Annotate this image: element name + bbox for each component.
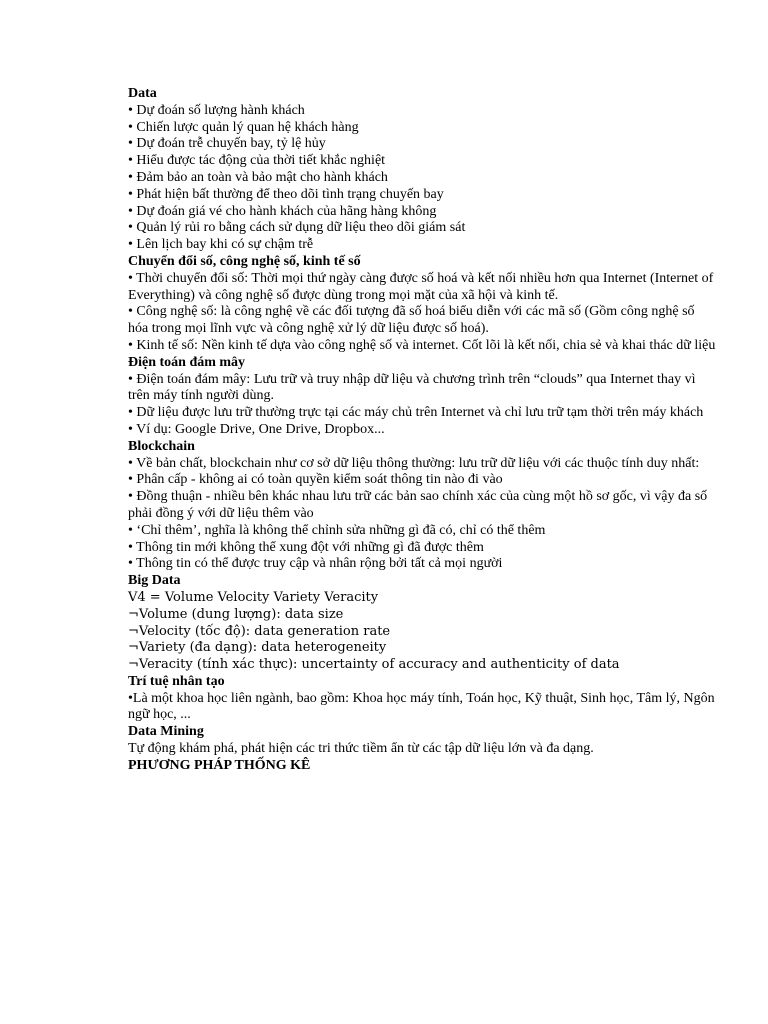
list-item: • Kinh tế số: Nền kinh tế dựa vào công nghệ số và internet. Cốt lõi là kết nối, chia sẻ và khai thác dữ liệu — [128, 337, 716, 353]
list-item: ¬Velocity (tốc độ): data generation rate — [128, 623, 391, 639]
list-item: • ‘Chỉ thêm’, nghĩa là không thể chỉnh sửa những gì đã có, chỉ có thể thêm — [128, 522, 546, 538]
heading-bigdata: Big Data — [128, 573, 181, 589]
list-item: Tự động khám phá, phát hiện các tri thức tiềm ẩn từ các tập dữ liệu lớn và đa dạng. — [128, 741, 594, 757]
document-page — [128, 86, 718, 775]
list-item: • Thời chuyển đổi số: Thời mọi thứ ngày càng được số hoá và kết nối nhiều hơn qua Internet (Internet of Everything) và công nghệ số được dùng trong mọi mặt của xã hội và kinh tế. — [128, 270, 714, 303]
list-item: • Quản lý rủi ro bằng cách sử dụng dữ liệu theo dõi giám sát — [128, 220, 466, 236]
heading-statistics: PHƯƠNG PHÁP THỐNG KÊ — [128, 757, 311, 773]
list-item: •Là một khoa học liên ngành, bao gồm: Khoa học máy tính, Toán học, Kỹ thuật, Sinh học, Tâm lý, Ngôn ngữ học, ... — [128, 690, 715, 723]
list-item: • Công nghệ số: là công nghệ về các đối tượng đã số hoá biểu diễn với các mã số (Gồm công nghệ số hóa trong mọi lĩnh vực và công nghệ xử lý dữ liệu được số hoá). — [128, 304, 695, 337]
list-item: • Chiến lược quản lý quan hệ khách hàng — [128, 119, 359, 135]
list-item: • Đảm bảo an toàn và bảo mật cho hành khách — [128, 169, 388, 185]
list-item: • Phát hiện bất thường để theo dõi tình trạng chuyến bay — [128, 186, 444, 202]
heading-data: Data — [128, 86, 157, 101]
list-item: V4 = Volume Velocity Variety Veracity — [128, 589, 379, 605]
heading-digital: Chuyển đổi số, công nghệ số, kinh tế số — [128, 253, 361, 269]
list-item: • Thông tin mới không thể xung đột với những gì đã được thêm — [128, 539, 484, 555]
list-item: • Dự đoán giá vé cho hành khách của hãng hàng không — [128, 203, 437, 219]
heading-blockchain: Blockchain — [128, 438, 195, 454]
list-item: • Về bản chất, blockchain như cơ sở dữ liệu thông thường: lưu trữ dữ liệu với các thuộc tính duy nhất: — [128, 455, 700, 471]
list-item: • Lên lịch bay khi có sự chậm trễ — [128, 237, 314, 253]
list-item: • Ví dụ: Google Drive, One Drive, Dropbox... — [128, 421, 385, 437]
heading-datamining: Data Mining — [128, 724, 204, 740]
list-item: • Dữ liệu được lưu trữ thường trực tại các máy chủ trên Internet và chỉ lưu trữ tạm thời trên máy khách — [128, 405, 704, 421]
list-item: • Hiểu được tác động của thời tiết khắc nghiệt — [128, 153, 386, 169]
heading-cloud: Điện toán đám mây — [128, 354, 246, 370]
list-item: ¬Variety (đa dạng): data heterogeneity — [128, 640, 387, 656]
list-item: • Thông tin có thể được truy cập và nhân rộng bởi tất cả mọi người — [128, 556, 503, 572]
list-item: ¬Veracity (tính xác thực): uncertainty of accuracy and authenticity of data — [128, 657, 620, 673]
list-item: • Phân cấp - không ai có toàn quyền kiểm soát thông tin nào đi vào — [128, 472, 503, 488]
list-item: • Dự đoán trễ chuyến bay, tỷ lệ hủy — [128, 136, 326, 152]
list-item: • Điện toán đám mây: Lưu trữ và truy nhập dữ liệu và chương trình trên “clouds” qua Internet thay vì trên máy tính người dùng. — [128, 371, 696, 404]
list-item: • Đồng thuận - nhiều bên khác nhau lưu trữ các bản sao chính xác của cùng một hồ sơ gốc, vì vậy đa số phải đồng ý với dữ liệu thêm vào — [128, 489, 708, 521]
heading-ai: Trí tuệ nhân tạo — [128, 673, 225, 689]
list-item: ¬Volume (dung lượng): data size — [128, 606, 344, 622]
list-item: • Dự đoán số lượng hành khách — [128, 102, 305, 118]
